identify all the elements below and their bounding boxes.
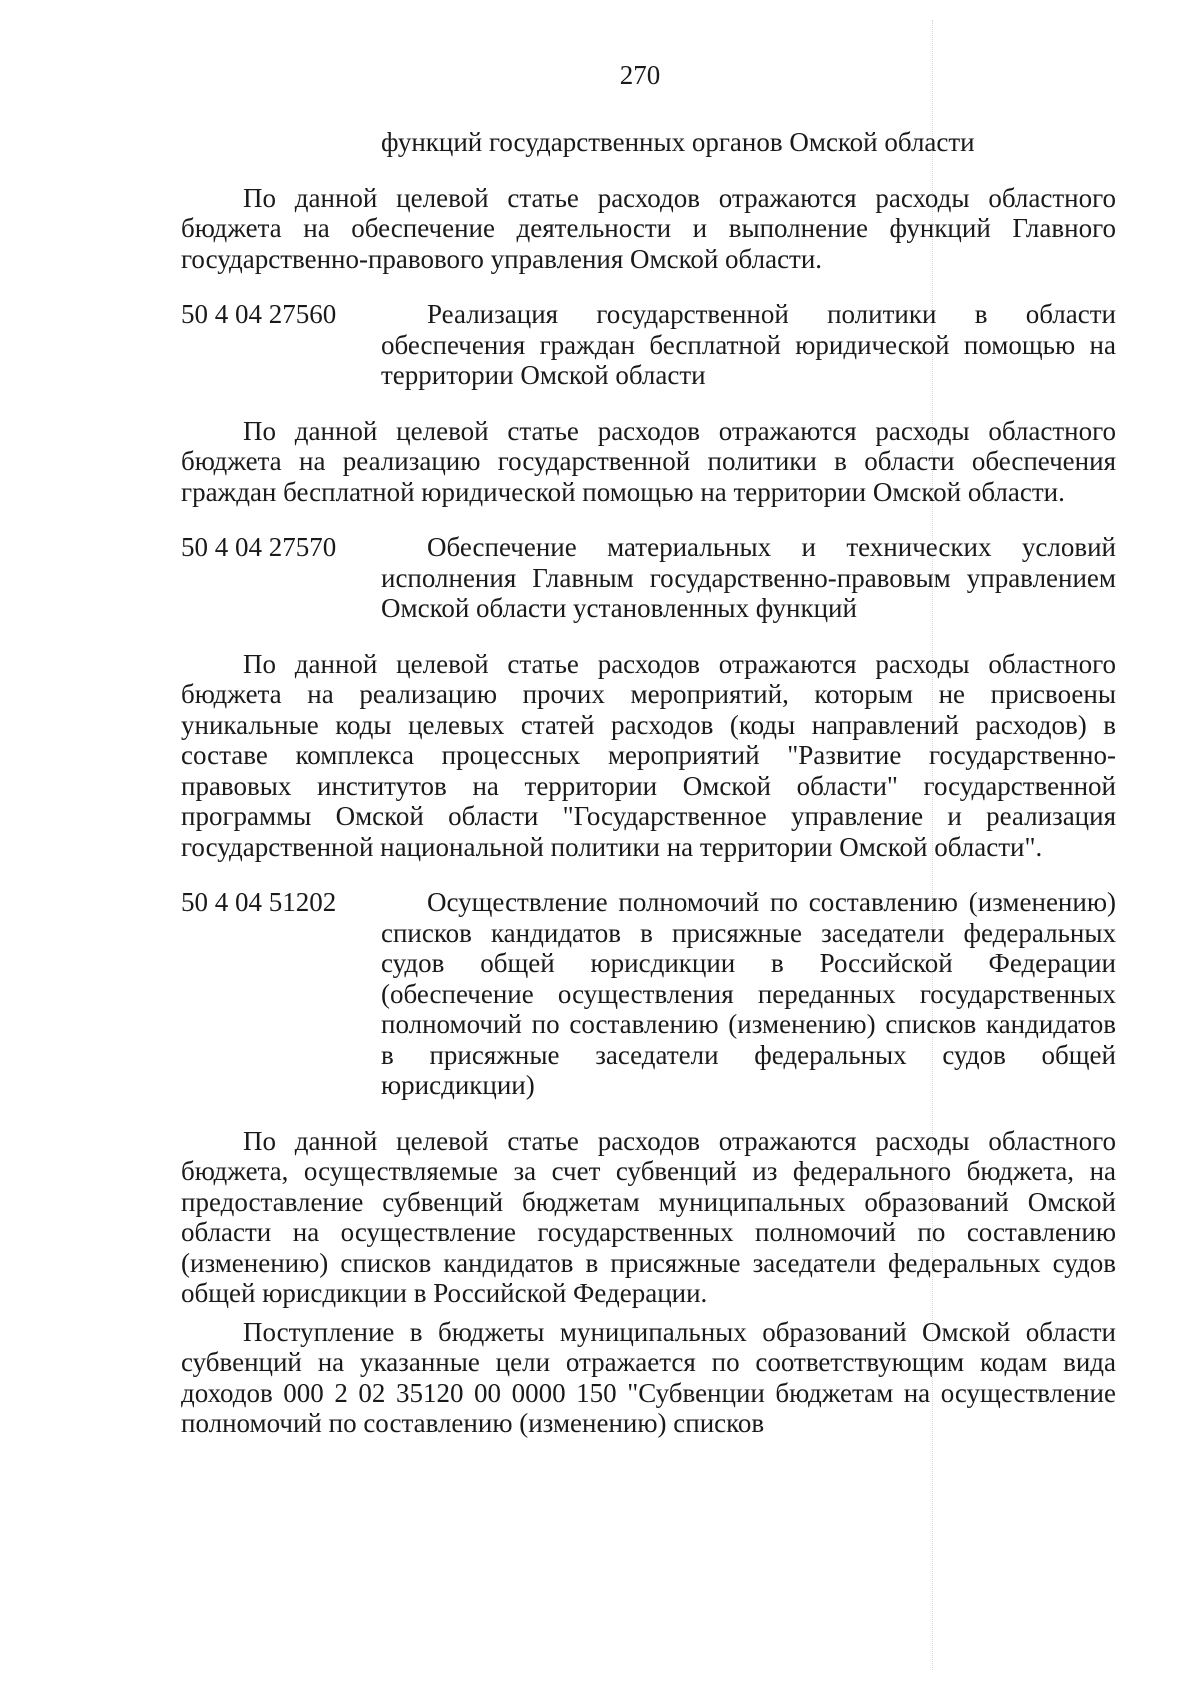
budget-entry-27560 [181, 299, 1116, 391]
spacer [181, 507, 1116, 532]
entry-code: 50 4 04 27570 [181, 532, 337, 562]
entry-title: Обеспечение материальных и технических условий исполнения Главным государственно-правовым управлением Омской области установленных функций [381, 532, 1116, 623]
document-body [181, 127, 1116, 1439]
budget-entry-27570 [181, 532, 1116, 624]
paragraph-5: Поступление в бюджеты муниципальных образований Омской области субвенций на указанные цели отражается по соответствующим кодам вида доходов 000 2 02 35120 00 0000 150 "Субвенции бюджетам на осуществление полномочий по составлению (изменению) списков [181, 1316, 1116, 1438]
budget-entry-51202 [181, 887, 1116, 1101]
entry-code: 50 4 04 27560 [181, 299, 337, 329]
paragraph-1: По данной целевой статье расходов отражаются расходы областного бюджета на обеспечение деятельности и выполнение функций Главного государственно-правового управления Омской области. [181, 182, 1116, 274]
spacer [181, 1101, 1116, 1126]
paragraph-4: По данной целевой статье расходов отражаются расходы областного бюджета, осуществляемые за счет субвенций из федерального бюджета, на предоставление субвенций бюджетам муниципальных образований Омской области на осуществление государственных полномочий по составлению (изменению) списков кандидатов в присяжные заседатели федеральных судов общей юрисдикции в Российской Федерации. [181, 1125, 1116, 1308]
spacer [181, 158, 1116, 183]
entry-title: Реализация государственной политики в области обеспечения граждан бесплатной юридической помощью на территории Омской области [381, 299, 1116, 390]
page-number: 270 [619, 60, 661, 90]
entry-title: Осуществление полномочий по составлению (изменению) списков кандидатов в присяжные заседатели федеральных судов общей юрисдикции в Российской Федерации (обеспечение осуществления переданных государственных полномочий по составлению (изменению) списков кандидатов в присяжные заседатели федеральных судов общей юрисдикции) [381, 887, 1116, 1100]
continued-entry-title: функций государственных органов Омской области [381, 127, 975, 157]
paragraph-2: По данной целевой статье расходов отражаются расходы областного бюджета на реализацию государственной политики в области обеспечения граждан бесплатной юридической помощью на территории Омской области. [181, 415, 1116, 507]
spacer [181, 624, 1116, 649]
spacer [181, 391, 1116, 416]
spacer [181, 862, 1116, 887]
entry-code: 50 4 04 51202 [181, 887, 337, 917]
spacer [181, 274, 1116, 299]
spacer [181, 1309, 1116, 1317]
paragraph-3: По данной целевой статье расходов отражаются расходы областного бюджета на реализацию прочих мероприятий, которым не присвоены уникальные коды целевых статей расходов (коды направлений расходов) в составе комплекса процессных мероприятий "Развитие государственно-правовых институтов на территории Омской области" государственной программы Омской области "Государственное управление и реализация государственной национальной политики на территории Омской области". [181, 648, 1116, 862]
